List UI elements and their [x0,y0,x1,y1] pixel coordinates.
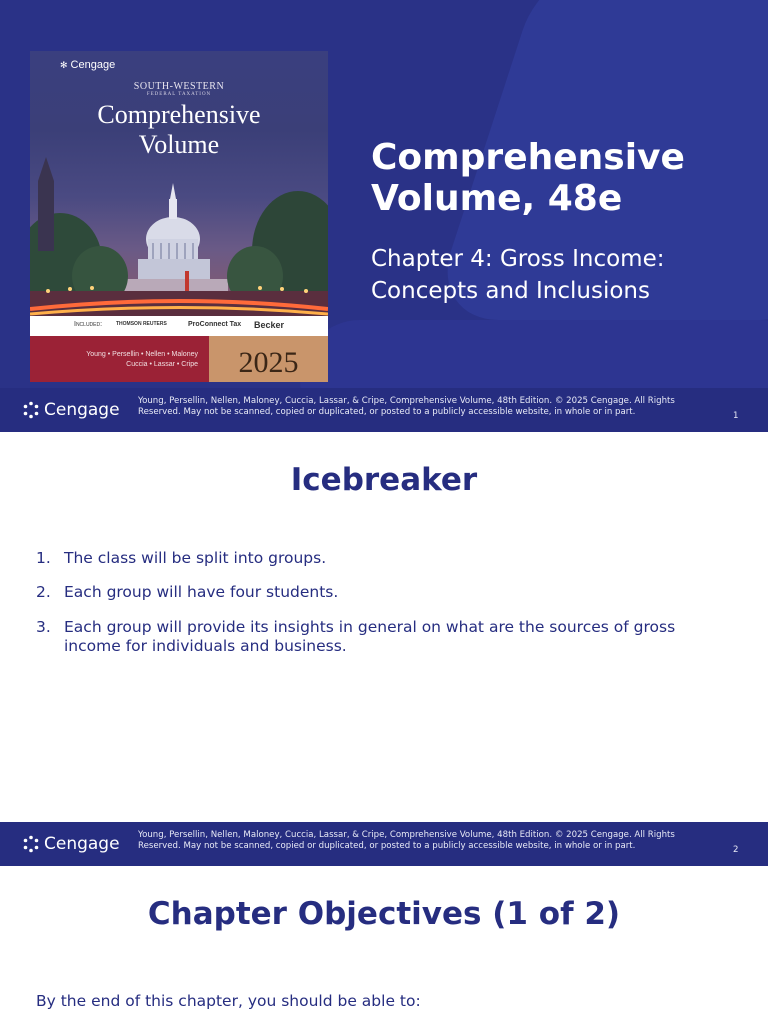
cover-publisher: ✻ Cengage [60,59,116,71]
slide-intro-text: By the end of this chapter, you should be able to: [36,992,421,1010]
slide-heading: Chapter Objectives (1 of 2) [147,896,621,932]
page-number: 2 [733,845,739,855]
partner-logo: THOMSON REUTERS [116,321,167,327]
cover-series: SOUTH-WESTERN [133,81,225,92]
cengage-logo-icon: ✻ [60,60,68,70]
background-shape [300,320,768,388]
included-label: Included: [74,321,103,328]
cover-author-band [30,336,209,382]
title-slide [0,0,768,388]
page-number: 1 [733,411,739,421]
slide-heading: Icebreaker [290,462,478,498]
cover-included-strip [30,316,328,336]
cengage-logo: Cengage [22,833,120,855]
partner-logo: Becker [254,320,285,330]
capitol-illustration [30,151,328,316]
copyright-notice: Young, Persellin, Nellen, Maloney, Cuccia, Lassar, & Cripe, Comprehensive Volume, 48th Edition. © 2025 Cengage. All Rights Reserved. May not be scanned, copied or duplicated, or posted to a publicly accessible website, in whole or in part. [138,830,675,851]
slide-footer [0,388,768,432]
slide-title: Comprehensive Volume, 48e [371,137,685,219]
copyright-notice: Young, Persellin, Nellen, Maloney, Cuccia, Lassar, & Cripe, Comprehensive Volume, 48th Edition. © 2025 Cengage. All Rights Reserved. May not be scanned, copied or duplicated, or posted to a publicly accessible website, in whole or in part. [138,396,675,417]
cengage-logo-icon [22,401,40,419]
cover-year: 2025 [209,336,328,382]
cengage-logo-icon [22,835,40,853]
cover-title: Comprehensive [97,100,261,129]
slide-footer [0,822,768,866]
cover-series-sub: FEDERAL TAXATION [146,92,212,97]
slide-subtitle: Chapter 4: Gross Income: Concepts and Inclusions [371,246,665,304]
partner-logo: ProConnect Tax [188,321,242,328]
cover-title: Volume [138,130,220,159]
cover-authors: Young • Persellin • Nellen • Maloney [86,351,198,358]
book-cover [30,51,328,382]
cover-authors: Cuccia • Lassar • Cripe [126,361,198,368]
cengage-logo: Cengage [22,399,120,421]
